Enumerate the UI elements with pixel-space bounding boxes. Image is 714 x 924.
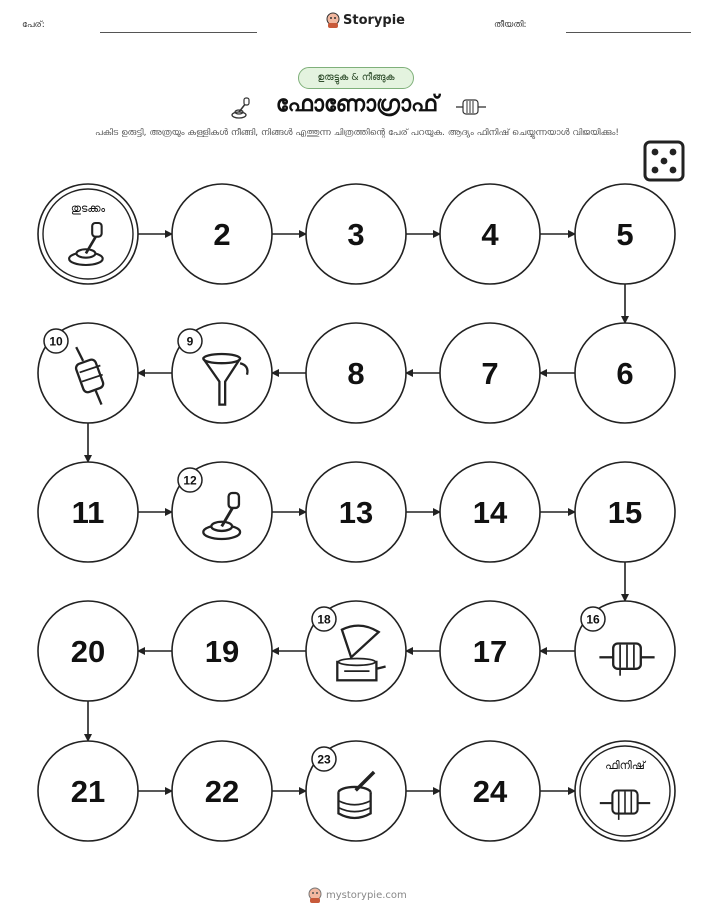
board-space[interactable]	[575, 462, 675, 562]
svg-text:12: 12	[183, 473, 197, 488]
board-space[interactable]	[306, 184, 406, 284]
space-number-badge	[312, 607, 336, 631]
board-space[interactable]	[172, 184, 272, 284]
board-space[interactable]	[38, 601, 138, 701]
space-number: 2	[213, 217, 231, 252]
footer	[308, 887, 407, 903]
board-space[interactable]	[440, 601, 540, 701]
svg-text:18: 18	[317, 612, 331, 627]
start-label: തുടക്കം	[70, 202, 106, 215]
space-number: 17	[472, 634, 508, 669]
start-space[interactable]	[38, 184, 138, 284]
space-number: 5	[616, 217, 634, 252]
name-label: പേര്:	[22, 20, 45, 30]
board-space[interactable]	[306, 462, 406, 562]
space-number: 13	[338, 495, 374, 530]
space-number: 20	[70, 634, 106, 669]
space-number: 6	[616, 356, 634, 391]
page-title: ഫോണോഗ്രാഫ്	[275, 92, 439, 117]
svg-text:23: 23	[317, 752, 331, 767]
board-space[interactable]	[440, 184, 540, 284]
svg-text:16: 16	[586, 612, 600, 627]
space-number-badge	[44, 329, 68, 353]
board-space[interactable]	[172, 741, 272, 841]
finish-label: ഫിനിഷ്	[605, 759, 645, 772]
board-space[interactable]	[440, 323, 540, 423]
board-space[interactable]	[440, 462, 540, 562]
svg-text:10: 10	[49, 334, 63, 349]
brand-name: Storypie	[343, 12, 405, 28]
space-number: 4	[481, 217, 499, 252]
space-number: 21	[70, 774, 106, 809]
svg-text:9: 9	[186, 334, 194, 349]
board-space[interactable]	[575, 184, 675, 284]
board-space[interactable]	[440, 741, 540, 841]
instructions: പകിട ഉരുട്ടി, അത്രയും കള്ളികൾ നീങ്ങി, നിങ്ങൾ എത്തുന്ന ചിത്രത്തിന്റെ പേര് പറയുക. ആദ്യം ഫിനിഷ് ചെയ്യുന്നയാൾ വിജയിക്കും!	[95, 128, 619, 138]
board-space[interactable]	[306, 323, 406, 423]
space-number: 11	[71, 495, 105, 530]
subtitle-pill: ഉരുട്ടുക & നീങ്ങുക	[298, 67, 414, 89]
space-number: 22	[204, 774, 240, 809]
space-number-badge	[581, 607, 605, 631]
board-space[interactable]	[575, 323, 675, 423]
board-space[interactable]	[38, 462, 138, 562]
space-number: 19	[204, 634, 240, 669]
space-number: 24	[472, 774, 508, 809]
board-space[interactable]	[172, 601, 272, 701]
space-number: 3	[347, 217, 365, 252]
storypie-mascot-icon	[308, 887, 322, 903]
space-number-badge	[178, 329, 202, 353]
space-number: 7	[481, 356, 499, 391]
board-space[interactable]	[38, 741, 138, 841]
space-number: 14	[472, 495, 508, 530]
space-number: 15	[607, 495, 643, 530]
date-label: തീയതി:	[494, 20, 527, 30]
footer-url: mystorypie.com	[326, 889, 407, 901]
space-number: 8	[347, 356, 365, 391]
space-number-badge	[312, 747, 336, 771]
space-number-badge	[178, 468, 202, 492]
